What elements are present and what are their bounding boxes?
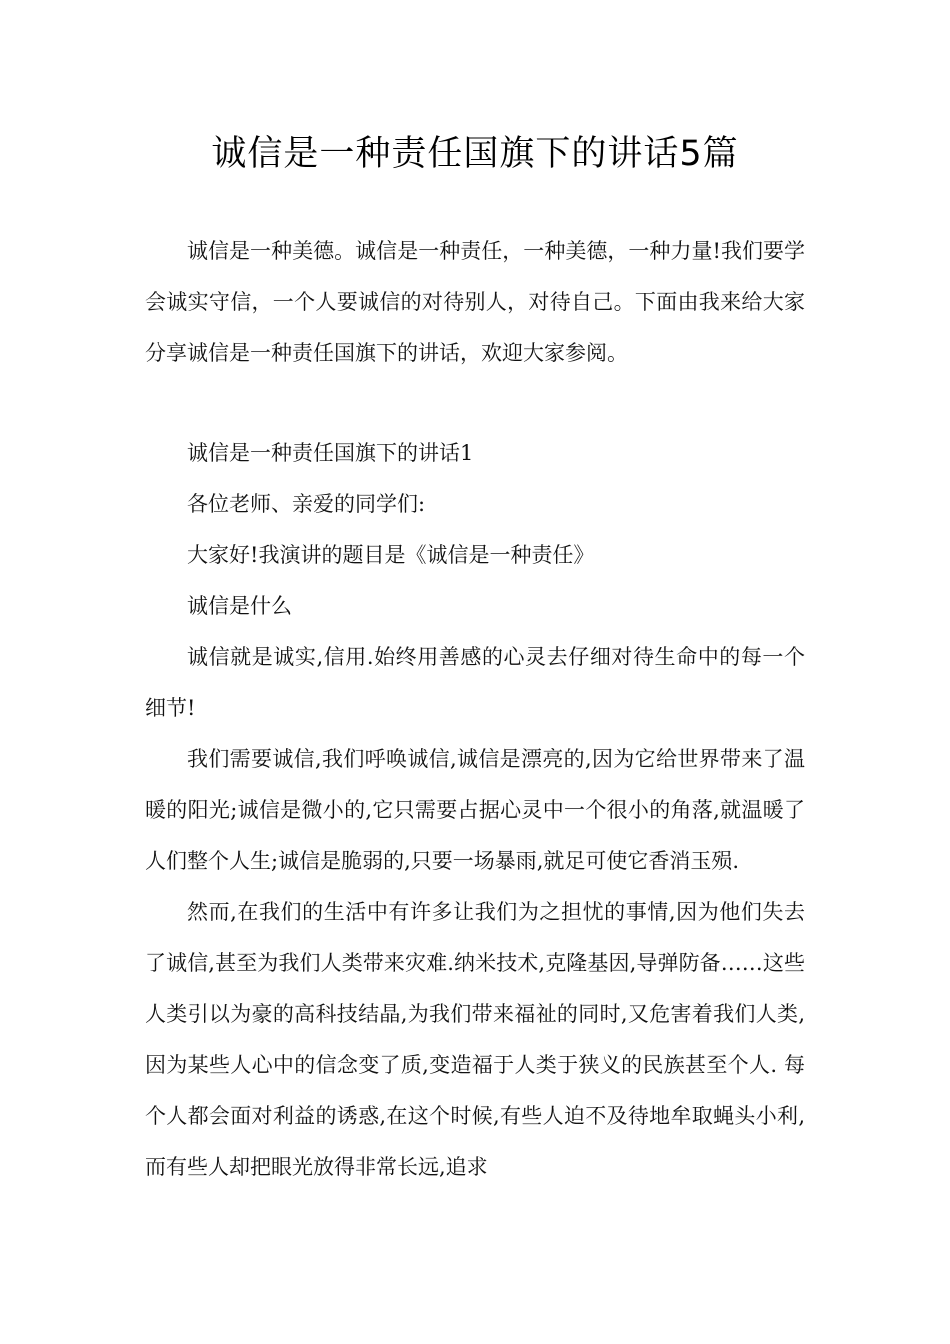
document-body [145,226,805,1193]
body-paragraph: 然而,在我们的生活中有许多让我们为之担忧的事情,因为他们失去了诚信,甚至为我们人类带来灾难.纳米技术,克隆基因,导弹防备……这些人类引以为豪的高科技结晶,为我们带来福祉的同时,又危害着我们人类,因为某些人心中的信念变了质,变造福于人类于狭义的民族甚至个人. 每个人都会面对利益的诱惑,在这个时候,有些人迫不及待地牟取蝇头小利,而有些人却把眼光放得非常长远,追求 [145,900,805,1179]
salutation: 各位老师、亲爱的同学们: [187,492,426,516]
greeting: 大家好!我演讲的题目是《诚信是一种责任》 [187,543,595,567]
intro-paragraph: 诚信是一种美德。诚信是一种责任，一种美德，一种力量!我们要学会诚实守信，一个人要诚信的对待别人，对待自己。下面由我来给大家分享诚信是一种责任国旗下的讲话，欢迎大家参阅。 [145,239,805,365]
section-heading: 诚信是一种责任国旗下的讲话1 [187,441,474,465]
document-title: 诚信是一种责任国旗下的讲话5篇 [211,134,739,174]
question-line: 诚信是什么 [187,594,292,618]
body-paragraph: 我们需要诚信,我们呼唤诚信,诚信是漂亮的,因为它给世界带来了温暖的阳光;诚信是微小的,它只需要占据心灵中一个很小的角落,就温暖了人们整个人生;诚信是脆弱的,只要一场暴雨,就足可使它香消玉殒. [145,747,805,873]
body-paragraph: 诚信就是诚实,信用.始终用善感的心灵去仔细对待生命中的每一个细节! [145,645,805,720]
